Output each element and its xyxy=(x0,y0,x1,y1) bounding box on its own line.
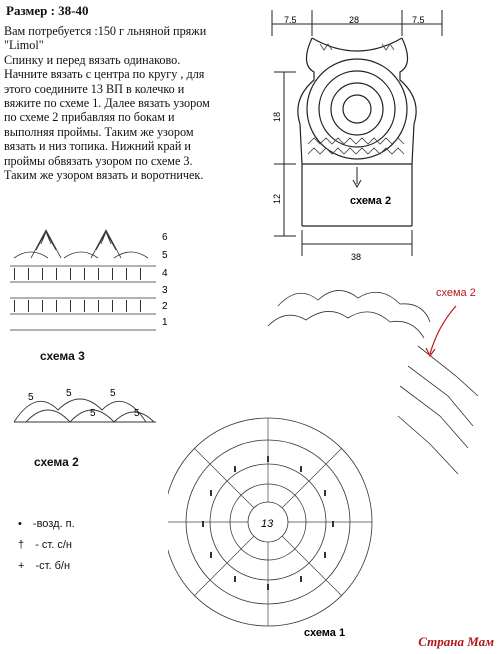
inner-scheme-label: схема 2 xyxy=(350,195,392,207)
scheme3-row-ticks xyxy=(14,268,141,312)
instruction-line: Начните вязать с центра по кругу , для xyxy=(4,67,205,82)
scheme3-row-5: 5 xyxy=(162,250,168,261)
dim-left-lower: 12 xyxy=(272,193,282,204)
legend-label: - ст. с/н xyxy=(35,539,72,551)
instruction-line: Вам потребуется :150 г льняной пряжи xyxy=(4,24,207,38)
instruction-line: вязать и низ топика. Нижний край и xyxy=(4,139,191,154)
dim-bottom: 38 xyxy=(351,252,362,262)
single-crochet-icon: + xyxy=(18,560,25,572)
double-crochet-icon: † xyxy=(18,539,25,551)
legend-item-sc xyxy=(18,560,75,572)
instruction-line: проймы обвязать узором по схеме 3. xyxy=(4,153,193,168)
legend-item-dc xyxy=(18,539,75,551)
chain-count: 5 xyxy=(28,392,34,403)
dim-left-upper: 18 xyxy=(272,111,282,122)
motif-center-label: 13 xyxy=(261,518,274,530)
chain-count: 5 xyxy=(134,408,140,419)
instruction-line: выполняя проймы. Таким же узором xyxy=(4,124,194,139)
scheme2-caption: схема 2 xyxy=(34,455,79,469)
watermark-logo: Страна Мам xyxy=(418,634,494,649)
motif-scheme1-label: схема 1 xyxy=(304,627,346,639)
scheme3-caption: схема 3 xyxy=(40,349,85,363)
scheme3-chart xyxy=(6,220,176,345)
motif-scheme2-label: схема 2 xyxy=(436,287,476,299)
instruction-line: этого соедините 13 ВП в колечко и xyxy=(4,81,185,96)
size-title: Размер : 38-40 xyxy=(6,3,89,18)
chain-count: 5 xyxy=(110,388,116,399)
instruction-line: Таким же узором вязать и воротничек. xyxy=(4,168,204,183)
scheme2-chart xyxy=(6,382,166,434)
scheme3-row-3: 3 xyxy=(162,285,168,296)
chain-count: 5 xyxy=(90,408,96,419)
instruction-line: по схеме 2 прибавляя по бокам и xyxy=(4,110,175,125)
legend-label: -возд. п. xyxy=(32,518,75,530)
scheme3-row-4: 4 xyxy=(162,268,168,279)
chain-count: 5 xyxy=(66,388,72,399)
instruction-line: Спинку и перед вязать одинаково. xyxy=(4,52,181,67)
instruction-line: "Limol" xyxy=(4,38,44,53)
legend xyxy=(18,518,75,572)
scheme3-row-2: 2 xyxy=(162,301,168,312)
garment-pattern-diagram xyxy=(262,4,500,266)
legend-label: -ст. б/н xyxy=(35,560,71,572)
dim-top-center: 28 xyxy=(349,15,360,25)
dim-top-right: 7.5 xyxy=(412,15,425,25)
dim-top-left: 7.5 xyxy=(284,15,297,25)
motif-chart xyxy=(168,276,498,642)
legend-item-chain xyxy=(18,518,75,530)
instruction-line: вяжите по схеме 1. Далее вязать узором xyxy=(4,96,210,111)
instructions-text xyxy=(4,24,274,182)
chain-stitch-icon: • xyxy=(18,518,22,530)
scheme3-row-1: 1 xyxy=(162,317,168,328)
scheme3-row-6: 6 xyxy=(162,232,168,243)
